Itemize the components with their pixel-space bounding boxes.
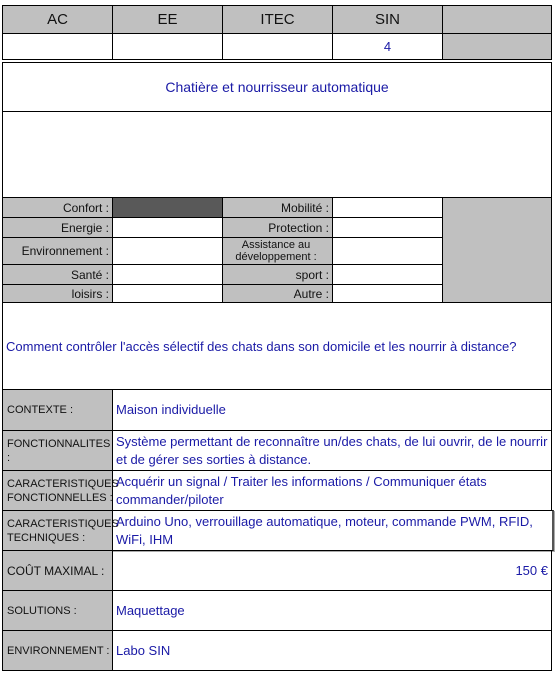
row-label-solutions: SOLUTIONS :	[2, 590, 113, 631]
header-col-itec: ITEC	[222, 5, 333, 34]
domain-label-autre: Autre :	[222, 284, 333, 303]
domain-check-mobilite[interactable]	[332, 197, 443, 218]
row-value-environnement: Labo SIN	[112, 630, 552, 671]
row-label-fonctionnalites: FONCTIONNALITES :	[2, 430, 113, 471]
row-value-cout: 150 €	[112, 550, 552, 591]
description-box	[2, 111, 552, 198]
row-value-fonctionnalites: Système permettant de reconnaître un/des chats, de lui ouvrir, de le nourrir et de gérer ses sorties à distance.	[112, 430, 552, 471]
domain-label-mobilite: Mobilité :	[222, 197, 333, 218]
value-cell-ee	[112, 33, 223, 60]
row-label-caract-techniques: CARACTERISTIQUES TECHNIQUES :	[2, 510, 113, 551]
domain-check-environnement[interactable]	[112, 237, 223, 265]
header-col-sin: SIN	[332, 5, 443, 34]
value-cell-ac	[2, 33, 113, 60]
domain-label-assistance: Assistance au développement :	[222, 237, 333, 265]
domain-check-assistance[interactable]	[332, 237, 443, 265]
domain-label-sante: Santé :	[2, 264, 113, 285]
domain-label-sport: sport :	[222, 264, 333, 285]
domain-check-autre[interactable]	[332, 284, 443, 303]
domain-check-sport[interactable]	[332, 264, 443, 285]
domain-check-energie[interactable]	[112, 217, 223, 238]
domain-label-confort: Confort :	[2, 197, 113, 218]
domain-check-confort[interactable]	[112, 197, 223, 218]
row-value-caract-fonctionnelles: Acquérir un signal / Traiter les informations / Communiquer états commander/piloter	[112, 470, 552, 511]
domain-label-environnement: Environnement :	[2, 237, 113, 265]
row-value-solutions: Maquettage	[112, 590, 552, 631]
domain-check-loisirs[interactable]	[112, 284, 223, 303]
row-label-cout: COÛT MAXIMAL :	[2, 550, 113, 591]
value-blank-cell	[442, 33, 552, 60]
value-cell-itec	[222, 33, 333, 60]
row-value-contexte: Maison individuelle	[112, 389, 552, 431]
problem-statement: Comment contrôler l'accès sélectif des chats dans son domicile et les nourrir à distance?	[2, 302, 552, 390]
domain-label-protection: Protection :	[222, 217, 333, 238]
header-col-ac: AC	[2, 5, 113, 34]
header-col-ee: EE	[112, 5, 223, 34]
row-label-caract-fonctionnelles: CARACTERISTIQUES FONCTIONNELLES :	[2, 470, 113, 511]
domain-check-protection[interactable]	[332, 217, 443, 238]
row-label-environnement: ENVIRONNEMENT :	[2, 630, 113, 671]
row-value-caract-techniques[interactable]: Arduino Uno, verrouillage automatique, moteur, commande PWM, RFID, WiFi, IHM	[112, 510, 554, 551]
value-cell-sin: 4	[332, 33, 443, 60]
domain-check-sante[interactable]	[112, 264, 223, 285]
project-title: Chatière et nourrisseur automatique	[2, 62, 552, 112]
header-blank-cell	[442, 5, 552, 34]
row-label-contexte: CONTEXTE :	[2, 389, 113, 431]
domain-label-energie: Energie :	[2, 217, 113, 238]
domains-side-block	[442, 197, 552, 303]
domain-label-loisirs: loisirs :	[2, 284, 113, 303]
